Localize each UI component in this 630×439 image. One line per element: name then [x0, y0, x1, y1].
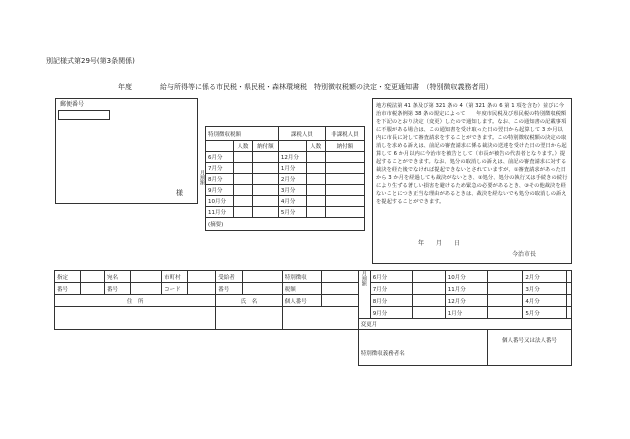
mayor-name: 今治市長 [512, 251, 537, 258]
nontaxed-people-label: 非課税人員 [325, 127, 364, 141]
honorific: 様 [176, 189, 183, 197]
obligor-name-label: 特別徴収義務者名 [358, 330, 487, 366]
month-row: 10月分 [206, 196, 234, 207]
form-id: 別記様式第29号(第3条関係) [46, 57, 135, 65]
taxed-people-label: 課税人員 [278, 127, 325, 141]
month-c: 2月分 [523, 271, 567, 283]
month-row: 3月分 [278, 185, 306, 196]
remarks-label: (摘要) [206, 218, 365, 231]
month-row: 7月分 [206, 163, 234, 174]
year-label: 年度 [118, 83, 132, 91]
addressee-label: 宛名 [105, 271, 131, 283]
col-people: 人数 [233, 141, 252, 152]
tax-amount-label-2: 特別徴収 [282, 271, 321, 283]
month-row: 2月分 [278, 174, 306, 185]
bottom-table [54, 270, 572, 366]
month-row: 1月分 [278, 163, 306, 174]
month-c: 3月分 [523, 283, 567, 295]
col-people-2: 人数 [306, 141, 325, 152]
postal-code-label: 郵便番号 [60, 101, 85, 108]
month-a: 8月分 [370, 295, 412, 307]
notice-date: 年 月 日 [418, 240, 461, 247]
month-row: 6月分 [206, 152, 234, 163]
month-b: 1月分 [445, 307, 487, 319]
month-b: 10月分 [445, 271, 487, 283]
month-c: 5月分 [523, 307, 567, 319]
monthly-side-label: 月割額 [199, 170, 205, 185]
tax-amount-label-3: 税額 [282, 283, 321, 295]
receiver-label: 受給者 [216, 271, 242, 283]
personal-number-label: 個人番号 [282, 295, 321, 307]
addr-number-label: 番号 [105, 283, 131, 295]
notice-text: 地方税法第 41 条及び第 321 条の 4（第 321 条の 6 第 1 項を含む）並びに今治市市税条例第 38 条の規定によって 年度市民税及び県民税の特別徴収税額を下記のとおり決定（変更）したので通知します。なお、この通知書の記載事項に不服がある場合は、この通知書を受け取った日の翌日から起算して 3 か月以内に市長に対して審査請求をすることができます。この特別徴収税額の決定の取消しを求める訴えは、前記の審査請求に係る裁決の送達を受けた日の翌日から起算して 6 か月以内に今治市を被告として（市長が被告の代表者となります。）提起することができます。なお、処分の取消しの訴えは、前記の審査請求に対する裁決を経た後でなければ提起できないとされていますが、①審査請求があった日から 3 か月を経過しても裁決がないとき、②処分、処分の執行又は手続きの続行により生ずる著しい損害を避けるため緊急の必要があるとき、③その他裁決を経ないことにつき正当な理由があるときは、裁決を経ないでも処分の取消しの訴えを提起することができます。 [376, 103, 568, 205]
code-label: コード [162, 283, 188, 295]
address-label: 住 所 [55, 295, 216, 307]
col-amount-2: 納付額 [325, 141, 364, 152]
recv-number-label: 番号 [216, 283, 242, 295]
number-label: 番号 [55, 283, 81, 295]
postal-code-field [58, 110, 110, 120]
city-code-label: 市町村 [162, 271, 188, 283]
tax-table [205, 126, 365, 231]
month-a: 7月分 [370, 283, 412, 295]
page-title: 給与所得等に係る市民税・県民税・森林環境税 特別徴収税額の決定・変更通知書 （特別徴収義務者用） [160, 83, 493, 91]
change-month-label: 変更月 [358, 319, 571, 330]
month-b: 11月分 [445, 283, 487, 295]
month-a: 9月分 [370, 307, 412, 319]
month-row: 9月分 [206, 185, 234, 196]
corp-number-label: 個人番号又は法人番号 [488, 330, 572, 366]
month-row: 11月分 [206, 207, 234, 218]
month-a: 6月分 [370, 271, 412, 283]
month-row: 5月分 [278, 207, 306, 218]
col-amount: 納付額 [252, 141, 278, 152]
name-label: 氏 名 [216, 295, 283, 307]
month-row: 8月分 [206, 174, 234, 185]
designated-label: 指定 [55, 271, 81, 283]
month-row: 4月分 [278, 196, 306, 207]
month-row: 12月分 [278, 152, 306, 163]
monthly-label: 月割額 [358, 271, 370, 319]
tax-amount-label: 特別徴収税額 [206, 127, 279, 141]
month-c: 4月分 [523, 295, 567, 307]
month-b: 12月分 [445, 295, 487, 307]
